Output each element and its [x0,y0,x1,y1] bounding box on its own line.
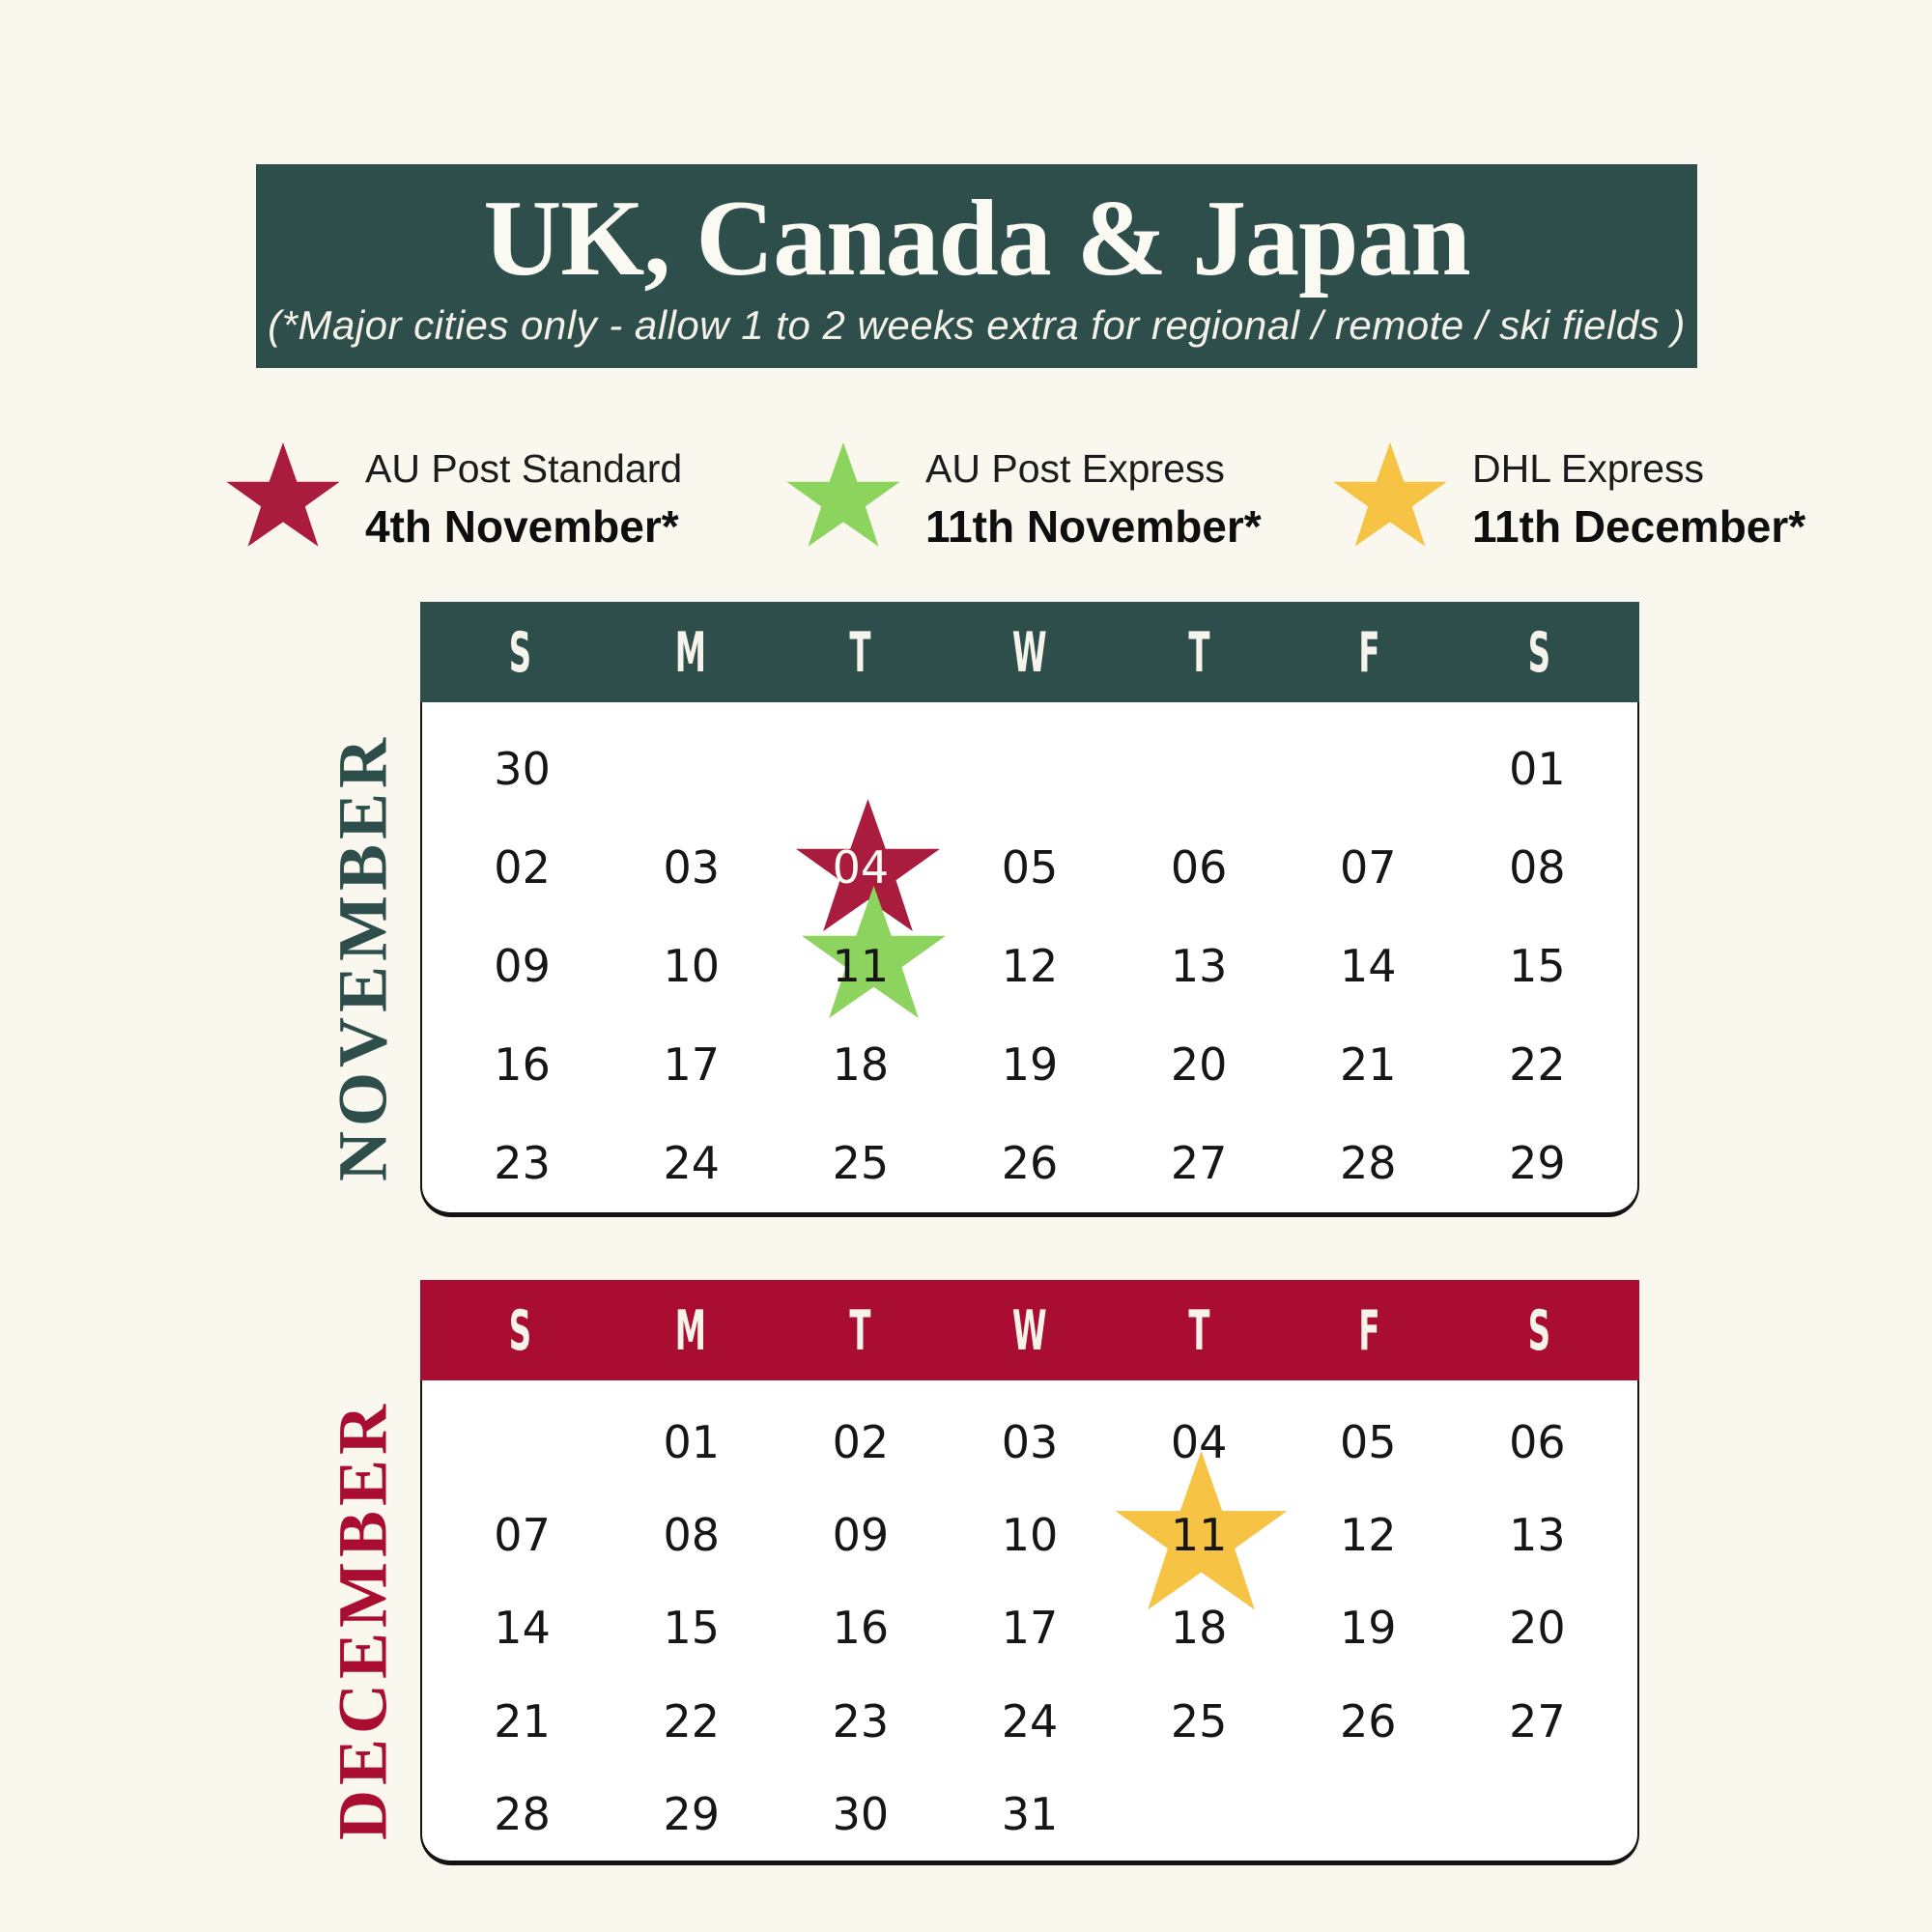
day-header: F [1358,1297,1380,1363]
date-cell: 05 [1340,1416,1397,1469]
december-label: DECEMBER [324,1399,402,1841]
date-cell: 06 [1509,1416,1566,1469]
day-header: S [509,1297,532,1363]
date-cell: 17 [663,1038,720,1091]
date-cell: 27 [1170,1137,1228,1189]
au-post-express-star-icon [784,442,902,556]
date-cell: 13 [1170,940,1228,992]
day-header: T [1188,1297,1210,1363]
date-cell: 19 [1340,1602,1397,1655]
date-cell: 05 [1001,841,1059,894]
day-header: S [509,619,532,685]
legend-text [365,446,682,553]
date-cell: 16 [832,1602,890,1655]
date-cell: 16 [494,1038,551,1091]
legend-item-au-post-standard [224,442,682,556]
legend-deadline-date: 4th November* [365,501,679,552]
date-cell: 24 [663,1137,720,1189]
date-cell [607,720,776,818]
date-cell: 15 [663,1602,720,1655]
legend-service-name: DHL Express [1472,446,1704,491]
day-header: W [1012,1297,1047,1363]
legend-deadline-date: 11th December* [1472,501,1806,552]
date-cell: 09 [832,1509,890,1562]
date-cell-dhl-express-deadline: 11 [1170,1509,1228,1562]
date-cell: 01 [663,1416,720,1469]
date-cell: 25 [1170,1694,1228,1747]
date-cell: 10 [1001,1509,1059,1562]
date-cell [1284,1768,1453,1861]
date-cell: 17 [1001,1602,1059,1655]
date-cell [438,1396,607,1489]
day-header: M [674,619,706,685]
november-dates [422,702,1637,1212]
page-subtitle: (*Major cities only - allow 1 to 2 weeks extra for regional / remote / ski fields ) [268,301,1686,348]
date-cell: 20 [1509,1602,1566,1655]
date-cell: 13 [1509,1509,1566,1562]
date-cell: 03 [663,841,720,894]
date-cell-au-post-express-deadline: 11 [832,940,890,992]
date-cell: 18 [1170,1602,1228,1655]
day-header: M [674,1297,706,1363]
december-grid [420,1380,1639,1865]
legend-service-name: AU Post Express [925,446,1225,491]
legend-item-dhl-express [1331,442,1805,556]
date-cell: 31 [1001,1787,1059,1840]
december-calendar [420,1280,1639,1865]
date-cell-au-post-standard-deadline: 04 [832,841,890,894]
au-post-standard-star-icon [224,442,342,556]
date-cell: 20 [1170,1038,1228,1091]
day-header: T [849,1297,871,1363]
date-cell: 25 [832,1137,890,1189]
date-cell: 15 [1509,940,1566,992]
date-cell: 26 [1340,1694,1397,1747]
date-cell: 26 [1001,1137,1059,1189]
date-cell: 29 [1509,1137,1566,1189]
date-cell [1453,1768,1622,1861]
date-cell: 07 [1340,841,1397,894]
legend-text [925,446,1262,553]
legend-text [1472,446,1805,553]
legend-service-name: AU Post Standard [365,446,683,491]
day-header: F [1358,619,1380,685]
page-title: UK, Canada & Japan [483,179,1470,299]
date-cell: 30 [494,743,551,795]
date-cell: 23 [494,1137,551,1189]
date-cell: 30 [832,1787,890,1840]
date-cell: 23 [832,1694,890,1747]
date-cell: 29 [663,1787,720,1840]
november-day-header-row [420,602,1639,702]
date-cell: 09 [494,940,551,992]
day-header: T [1188,619,1210,685]
date-cell [776,720,945,818]
date-cell: 12 [1001,940,1059,992]
date-cell: 12 [1340,1509,1397,1562]
day-header: T [849,619,871,685]
legend-deadline-date: 11th November* [925,501,1262,552]
day-header: W [1012,619,1047,685]
date-cell: 21 [494,1694,551,1747]
dhl-express-star-icon [1331,442,1449,556]
november-calendar [420,602,1639,1217]
date-cell: 22 [1509,1038,1566,1091]
date-cell: 28 [1340,1137,1397,1189]
legend-item-au-post-express [784,442,1262,556]
date-cell: 01 [1509,743,1566,795]
date-cell: 19 [1001,1038,1059,1091]
november-label: NOVEMBER [324,732,402,1182]
date-cell: 18 [832,1038,890,1091]
date-cell: 04 [1170,1416,1228,1469]
date-cell: 21 [1340,1038,1397,1091]
date-cell: 27 [1509,1694,1566,1747]
date-cell: 06 [1170,841,1228,894]
date-cell: 28 [494,1787,551,1840]
date-cell: 08 [1509,841,1566,894]
date-cell: 14 [494,1602,551,1655]
december-dates [422,1380,1637,1861]
date-cell: 07 [494,1509,551,1562]
date-cell [1115,720,1284,818]
date-cell: 24 [1001,1694,1059,1747]
november-grid [420,702,1639,1217]
day-header: S [1527,619,1550,685]
header-banner [256,164,1697,368]
date-cell: 02 [832,1416,890,1469]
date-cell: 10 [663,940,720,992]
date-cell: 22 [663,1694,720,1747]
date-cell [945,720,1114,818]
date-cell [1284,720,1453,818]
december-day-header-row [420,1280,1639,1380]
date-cell: 03 [1001,1416,1059,1469]
date-cell: 14 [1340,940,1397,992]
date-cell: 02 [494,841,551,894]
day-header: S [1527,1297,1550,1363]
date-cell [1115,1768,1284,1861]
date-cell: 08 [663,1509,720,1562]
